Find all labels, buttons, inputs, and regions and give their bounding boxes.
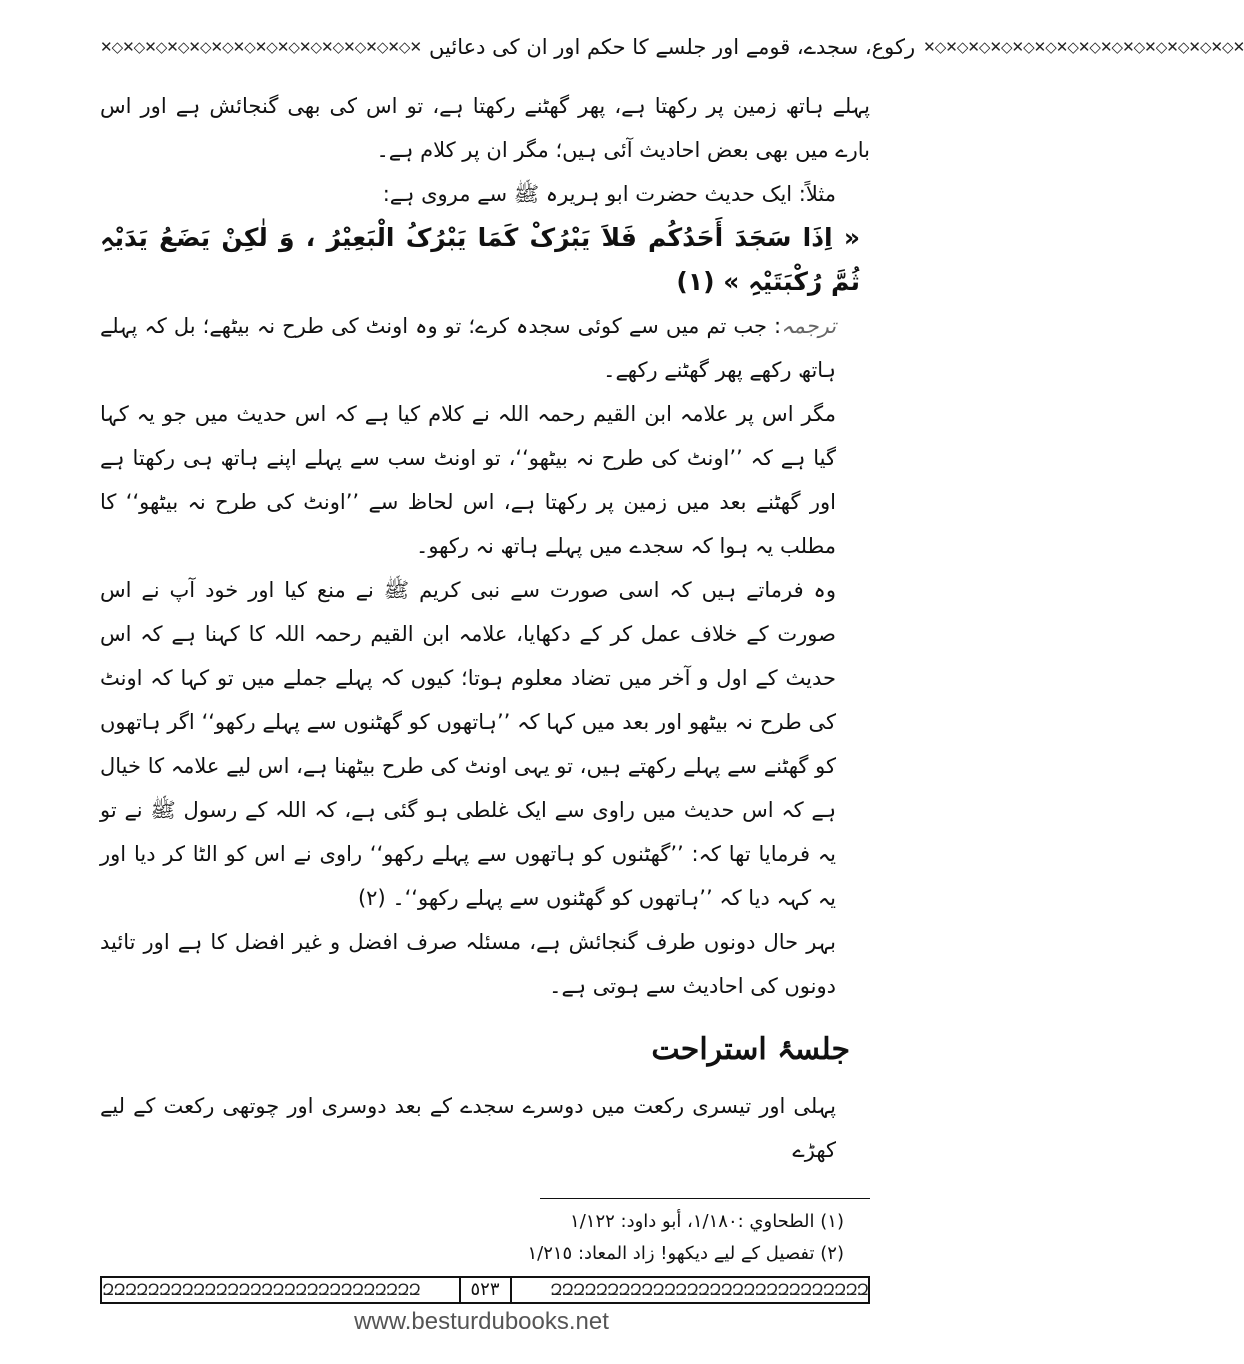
footer-ornament-right: ԶԶԶԶԶԶԶԶԶԶԶԶԶԶԶԶԶԶԶԶԶԶԶԶԶԶԶԶ (550, 1280, 869, 1299)
section-heading: جلسۂ استراحت (651, 1032, 850, 1067)
page-number: ٥٢٣ (459, 1278, 512, 1302)
page-footer (100, 1276, 870, 1304)
translation (100, 304, 870, 392)
paragraph-conclusion: بہر حال دونوں طرف گنجائش ہے، مسئلہ صرف افضل و غیر افضل کا ہے اور تائید دونوں کی احادیث سے ہوتی ہے۔ (100, 930, 836, 998)
header-ornament-left: ✕◇✕◇✕◇✕◇✕◇✕◇✕◇✕◇✕◇✕◇✕◇✕◇✕◇✕◇✕ (100, 38, 422, 56)
paragraph-intro: پہلے ہاتھ زمین پر رکھتا ہے، پھر گھٹنے رکھتا ہے، تو اس کی بھی گنجائش ہے اور اس بارے میں بھی بعض احادیث آئی ہیں؛ مگر ان پر کلام ہے۔ (100, 94, 870, 162)
paragraph-ibn-qayyim: مگر اس پر علامہ ابن القیم رحمہ اللہ نے کلام کیا ہے کہ اس حدیث میں جو یہ کہا گیا ہے کہ ’’اونٹ کی طرح نہ بیٹھو‘‘، تو اونٹ سب سے پہلے اپنے ہاتھ ہی رکھتا ہے اور گھٹنے بعد میں زمین پر رکھتا ہے، اس لحاظ سے ’’اونٹ کی طرح نہ بیٹھو‘‘ کا مطلب یہ ہوا کہ سجدے میں پہلے ہاتھ نہ رکھو۔ (100, 402, 836, 558)
page-header (100, 30, 1244, 64)
footer-ornament-left: ԶԶԶԶԶԶԶԶԶԶԶԶԶԶԶԶԶԶԶԶԶԶԶԶԶԶԶԶ (102, 1280, 420, 1299)
main-text (100, 84, 870, 1172)
paragraph-contradiction: وہ فرماتے ہیں کہ اسی صورت سے نبی کریم ﷺ نے منع کیا اور خود آپ نے اس صورت کے خلاف عمل کر کے دکھایا، علامہ ابن القیم رحمہ اللہ کا کہنا ہے کہ اس حدیث کے اول و آخر میں تضاد معلوم ہوتا؛ کیوں کہ پہلے جملے میں تو کہا کہ اونٹ کی طرح نہ بیٹھو اور بعد میں کہا کہ ’’ہاتھوں کو گھٹنوں سے پہلے رکھو‘‘ اگر ہاتھوں کو گھٹنے سے پہلے رکھتے ہیں، تو یہی اونٹ کی طرح بیٹھنا ہے، اس لیے علامہ کا خیال ہے کہ اس حدیث میں راوی سے ایک غلطی ہو گئی ہے، کہ اللہ کے رسول ﷺ نے تو یہ فرمایا تھا کہ: ’’گھٹنوں کو ہاتھوں سے پہلے رکھو‘‘ راوی نے اس کو الٹا کر دیا اور یہ کہہ دیا کہ ’’ہاتھوں کو گھٹنوں سے پہلے رکھو‘‘۔ (٢) (100, 578, 836, 910)
translation-label: ترجمہ (781, 314, 836, 338)
translation-text: : جب تم میں سے کوئی سجدہ کرے؛ تو وہ اونٹ کی طرح نہ بیٹھے؛ بل کہ پہلے ہاتھ رکھے پھر گھٹنے رکھے۔ (100, 314, 836, 382)
footnotes (100, 1206, 870, 1270)
footnote-2: (٢) تفصیل کے لیے دیکھو! زاد المعاد: ١/٢١٥ (527, 1243, 844, 1264)
footnote-divider (540, 1198, 870, 1199)
running-title: رکوع، سجدے، قومے اور جلسے کا حکم اور ان کی دعائیں (429, 35, 916, 59)
paragraph-jalsa: پہلی اور تیسری رکعت میں دوسرے سجدے کے بعد دوسری اور چوتھی رکعت کے لیے کھڑے (100, 1094, 836, 1162)
footnote-1: (١) الطحاوي :١/١٨٠، أبو داود: ١/١٢٢ (570, 1211, 844, 1232)
paragraph-example: مثلاً: ایک حدیث حضرت ابو ہریرہ ﷺ سے مروی ہے: (382, 182, 836, 206)
arabic-hadith: « اِذَا سَجَدَ أَحَدُکُم فَلاَ یَبْرُکْ کَمَا یَبْرُکُ الْبَعِیْرُ ، وَ لٰکِنْ یَضَعُ یَدَیْہِ ثُمَّ رُکْبَتَیْہِ » (١) (100, 223, 860, 296)
header-ornament-right: ✕◇✕◇✕◇✕◇✕◇✕◇✕◇✕◇✕◇✕◇✕◇✕◇✕◇✕◇✕ (923, 38, 1244, 56)
website-watermark: www.besturdubooks.net (354, 1308, 609, 1335)
